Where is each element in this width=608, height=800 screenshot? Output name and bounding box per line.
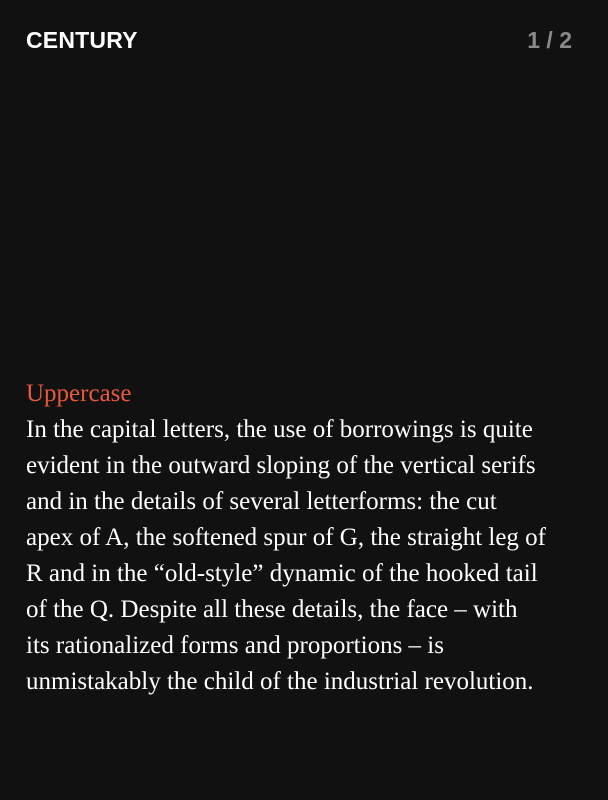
- section-body-text: In the capital letters, the use of borrowings is quite evident in the outward sloping of the vertical serifs and in the details of several letterforms: the cut apex of A, the softened spur of G, the straight leg of R and in the “old-style” dynamic of the hooked tail of the Q. Despite all these details, the face – with its rationalized forms and proportions – is unmistakably the child of the industrial revolution.: [26, 416, 547, 695]
- section-heading: Uppercase: [26, 380, 132, 407]
- content-section: [26, 376, 546, 700]
- page-title: CENTURY: [26, 27, 138, 53]
- page-indicator: 1 / 2: [527, 27, 572, 53]
